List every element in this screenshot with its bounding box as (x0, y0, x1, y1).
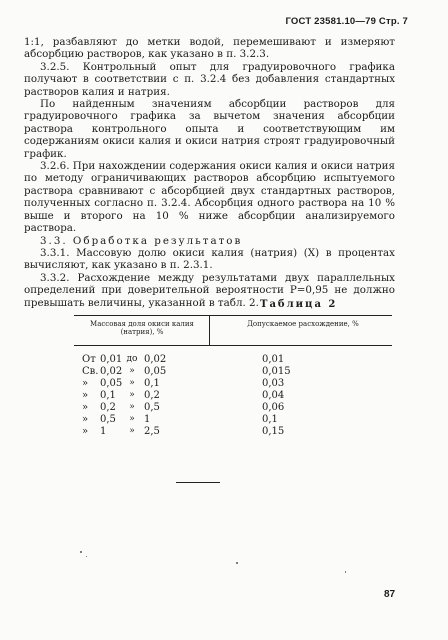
table-row (74, 426, 392, 438)
table-row (74, 366, 392, 378)
row-prefix: » (82, 402, 89, 413)
row-tolerance: 0,04 (262, 390, 285, 401)
row-tolerance: 0,15 (262, 426, 285, 437)
table-row (74, 402, 392, 414)
table-row (74, 414, 392, 426)
row-tolerance: 0,01 (262, 354, 285, 365)
row-from: 0,01 (100, 354, 123, 365)
row-tolerance: 0,1 (262, 414, 278, 425)
paragraph-continuation: 1:1, разбавляют до метки водой, перемешивают и измеряют абсорбцию растворов, как указано в п. 3.2.3. (24, 36, 395, 61)
row-connector: » (129, 402, 135, 412)
table-row (74, 378, 392, 390)
row-connector: » (129, 378, 135, 388)
row-from: 0,1 (100, 390, 116, 401)
row-tolerance: 0,06 (262, 402, 285, 413)
table-row (74, 390, 392, 402)
scan-speck (80, 551, 82, 553)
row-connector: » (129, 426, 135, 436)
row-to: 0,5 (144, 402, 160, 413)
row-connector: до (126, 354, 138, 364)
paragraph-3-3-2: 3.3.2. Расхождение между результатами двух параллельных определений при доверительной вероятности P=0,95 не должно превышать величины, указанной в табл. 2. (24, 271, 395, 309)
scan-speck (236, 562, 238, 564)
row-from: 0,2 (100, 402, 116, 413)
end-of-section-rule (176, 482, 220, 483)
row-to: 0,2 (144, 390, 160, 401)
table-top-rule (74, 315, 392, 316)
document-body (24, 36, 395, 309)
row-to: 2,5 (144, 426, 160, 437)
row-prefix: Св. (82, 366, 99, 377)
row-from: 0,5 (100, 414, 116, 425)
row-prefix: » (82, 414, 89, 425)
row-to: 1 (144, 414, 151, 425)
row-tolerance: 0,03 (262, 378, 285, 389)
table-row (74, 354, 392, 366)
column-header-tolerance: Допускаемое расхождение, % (247, 320, 359, 328)
column-header-mass-fraction: Массовая доля окиси калия (натрия), % (90, 320, 194, 336)
row-connector: » (129, 366, 135, 376)
row-tolerance: 0,015 (262, 366, 291, 377)
row-to: 0,1 (144, 378, 160, 389)
table-2 (74, 315, 392, 487)
table-header-rule (74, 345, 392, 346)
row-to: 0,05 (144, 366, 167, 377)
row-to: 0,02 (144, 354, 167, 365)
row-from: 0,05 (100, 378, 123, 389)
table-column-divider (209, 315, 210, 345)
row-from: 1 (100, 426, 107, 437)
row-prefix: » (82, 378, 89, 389)
page-number: 87 (384, 589, 396, 600)
paragraph-3-3-1: 3.3.1. Массовую долю окиси калия (натрия) (X) в процентах вычисляют, как указано в п. 2.3.1. (24, 246, 395, 272)
table-title: Таблица 2 (260, 299, 338, 310)
paragraph-calibration-graph: По найденным значениям абсорбции растворов для градуировочного графика за вычетом значения абсорбции раствора контрольного опыта и соответствующим им содержаниям окиси калия и окиси натрия строят градуировочный график. (24, 98, 395, 160)
paragraph-3-2-5: 3.2.5. Контрольный опыт для градуировочного графика получают в соответствии с п. 3.2.4 без добавления стандартных растворов калия и натрия. (24, 60, 395, 98)
row-from: 0,02 (100, 366, 123, 377)
paragraph-3-2-6: 3.2.6. При нахождении содержания окиси калия и окиси натрия по методу ограничивающих растворов абсорбцию испытуемого раствора сравнивают с абсорбцией двух стандартных растворов, полученных согласно п. 3.2.4. Абсорбция одного раствора на 10 % выше и второго на 10 % ниже абсорбции анализируемого раствора. (24, 160, 395, 235)
row-prefix: » (82, 426, 89, 437)
row-connector: » (129, 390, 135, 400)
section-heading-3-3: 3.3. Обработка результатов (40, 234, 243, 247)
row-connector: » (129, 414, 135, 424)
row-prefix: От (82, 354, 96, 365)
scan-speck (86, 556, 87, 557)
row-prefix: » (82, 390, 89, 401)
scan-speck (345, 571, 346, 573)
page-header: ГОСТ 23581.10—79 Стр. 7 (285, 16, 408, 27)
